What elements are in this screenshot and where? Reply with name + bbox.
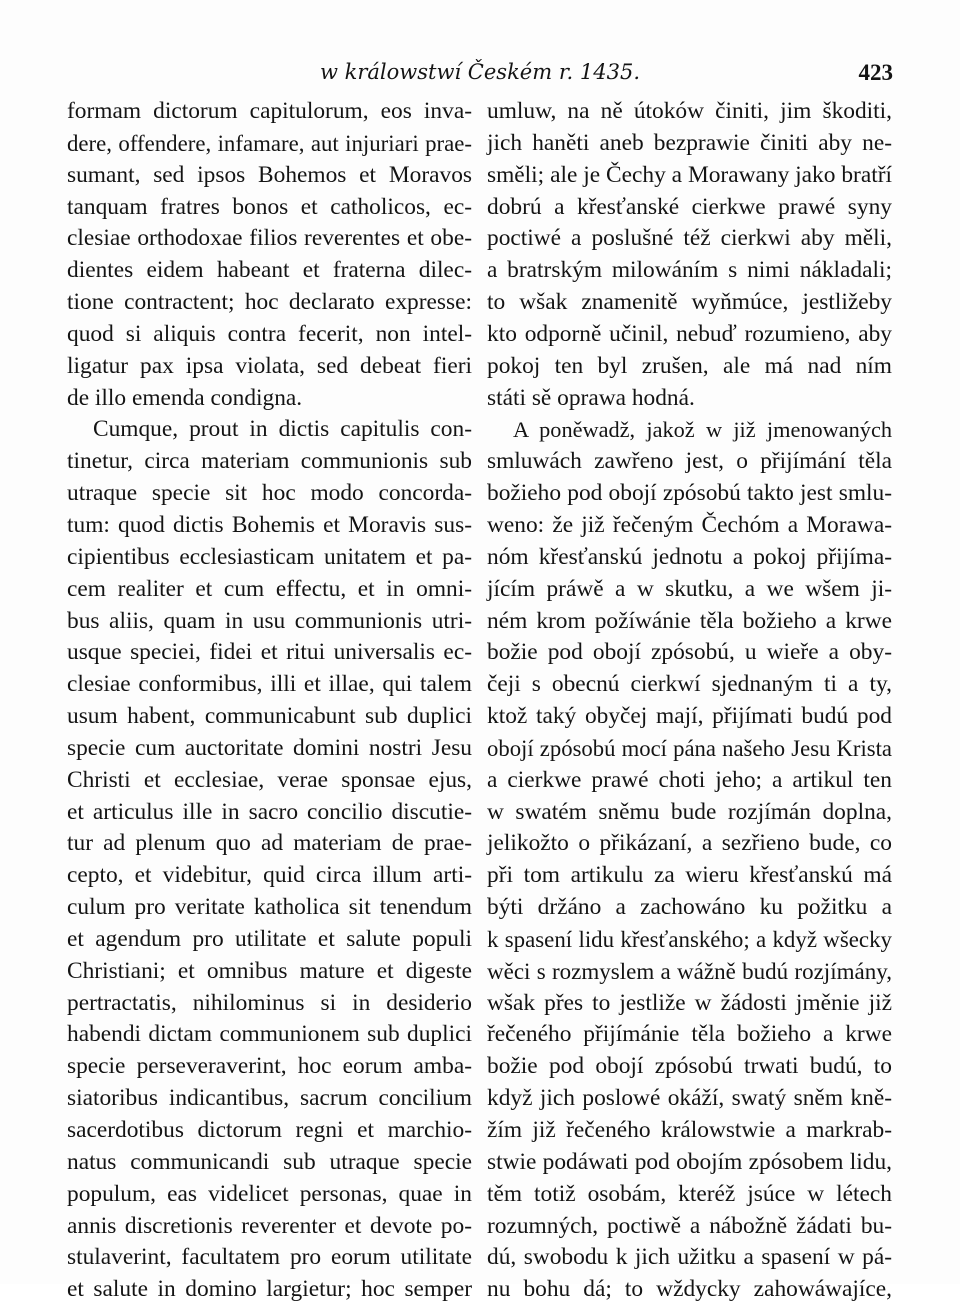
czech-text-line: dú, swobodu k jich užitku a spasení w pá-	[487, 1244, 892, 1271]
latin-text-line: habendi dictam communionem sub duplici	[67, 1021, 472, 1048]
czech-text-line: nu bohu dá; to wždycky zahowáwajíce,	[487, 1276, 892, 1303]
czech-text-line: státi sě oprawa hodná.	[487, 384, 695, 411]
czech-text-line: božie pod obojí zpósobú trwati budú, to	[487, 1053, 892, 1080]
latin-text-line: et articulus ille in sacro concilio discutie-	[67, 798, 472, 825]
latin-text-line: natus communicandi sub utraque specie	[67, 1148, 472, 1175]
latin-text-line: siatoribus indicantibus, sacrum concilium	[67, 1085, 472, 1112]
czech-text-line: při tom artikulu za wieru křesťanskú má	[487, 862, 892, 889]
czech-text-line: božie pod obojí zpósobú, u wieře a oby-	[487, 639, 892, 666]
czech-text-line: když jich poslowé okáží, swatý sněm kně-	[487, 1085, 892, 1112]
czech-text-line: řečeného přijímánie těla božieho a krwe	[487, 1021, 892, 1048]
czech-text-line: kto odporně učinil, nebuď rozumieno, aby	[487, 320, 892, 347]
czech-text-line: stwie podáwati pod obojím zpósobem lidu,	[487, 1148, 892, 1175]
latin-text-line: Christiani; et omnibus mature et digeste	[67, 957, 472, 984]
czech-text-line: jícím práwě a w skutku, a we wšem ji-	[487, 575, 892, 602]
latin-text-line: cem realiter et cum effectu, et in omni-	[67, 575, 472, 602]
latin-text-line: pertractatis, nihilominus si in desiderio	[67, 989, 472, 1016]
latin-text-line: Cumque, prout in dictis capitulis con-	[93, 416, 472, 443]
latin-text-line: sumant, sed ipsos Bohemos et Moravos	[67, 161, 472, 188]
latin-text-line: stulaverint, facultatem pro eorum utilitate	[67, 1244, 472, 1271]
running-title: w králowstwí Českém r. 1435.	[319, 60, 641, 84]
czech-text-line: wšak přes to jestliže w žádosti jměnie již	[487, 989, 892, 1016]
czech-text-line: jich haněti aneb bezprawie činiti aby ne-	[487, 129, 892, 156]
page-number: 423	[858, 60, 893, 85]
czech-text-line: pokoj ten byl zrušen, ale má nad ním	[487, 352, 892, 379]
latin-text-line: specie cum auctoritate domini nostri Jesu	[67, 734, 472, 761]
czech-text-line: čeji s obecnú cierkwí sjednaným ti a ty,	[487, 671, 892, 698]
czech-text-line: a bratrským milowáním s nimi nákladali;	[487, 257, 892, 284]
czech-text-line: božieho pod obojí zpósobú takto jest smlu-	[487, 480, 892, 507]
latin-text-line: ligatur pax ipsa violata, sed debeat fieri	[67, 352, 472, 379]
czech-text-line: smluwách zawřeno jest, o přijímání těla	[487, 448, 892, 475]
latin-text-line: annis discretionis reverenter et devote po-	[67, 1212, 472, 1239]
latin-text-line: specie perseveraverint, hoc eorum amba-	[67, 1053, 472, 1080]
czech-text-line: w swatém sněmu bude rozjímán doplna,	[487, 798, 892, 825]
latin-text-line: tum: quod dictis Bohemis et Moravis sus-	[67, 511, 472, 538]
latin-text-line: utraque specie sit hoc modo concorda-	[67, 480, 472, 507]
latin-text-line: et agendum pro utilitate et salute populi	[67, 925, 472, 952]
czech-text-line: dobrú a křesťanské cierkwe prawé syny	[487, 193, 892, 220]
czech-text-line: ném krom požíwánie těla božieho a krwe	[487, 607, 892, 634]
latin-text-line: cipientibus ecclesiasticam unitatem et pa-	[67, 543, 472, 570]
czech-text-line: weno: že již řečeným Čechóm a Morawa-	[487, 511, 892, 538]
latin-text-line: dientes eidem habeant et fraterna dilec-	[67, 257, 472, 284]
czech-text-line: obojí zpósobú mocí pána našeho Jesu Krista	[487, 735, 892, 761]
latin-text-line: quod si aliquis contra fecerit, non intel-	[67, 320, 472, 347]
czech-text-column	[487, 96, 892, 1306]
running-head	[0, 60, 960, 90]
latin-text-line: de illo emenda condigna.	[67, 384, 303, 411]
latin-text-line: Christi et ecclesiae, verae sponsae ejus,	[67, 766, 472, 793]
latin-text-line: clesiae conformibus, illi et illae, qui talem	[67, 671, 472, 698]
latin-text-line: formam dictorum capitulorum, eos inva-	[67, 98, 472, 124]
latin-text-line: populum, eas videlicet personas, quae in	[67, 1180, 472, 1207]
latin-text-line: cepto, et videbitur, quid circa illum arti-	[67, 862, 472, 889]
czech-text-line: žím již řečeného králowstwie a markrab-	[487, 1117, 892, 1143]
czech-text-line: umluw, na ně útoków činiti, jim škoditi,	[487, 98, 892, 124]
latin-text-line: bus aliis, quam in usu communionis utri-	[67, 607, 472, 634]
latin-text-line: dere, offendere, infamare, aut injuriari prae-	[67, 130, 472, 156]
czech-text-line: a cierkwe prawé choti jeho; a artikul ten	[487, 766, 892, 793]
latin-text-line: tione contractent; hoc declarato expresse:	[67, 289, 472, 316]
latin-text-line: usque speciei, fidei et ritui universalis ec-	[67, 639, 472, 666]
czech-text-line: býti držáno a zachowáno ku požitku a	[487, 894, 892, 921]
czech-text-line: jelikožto o přikázaní, a sezřieno bude, co	[487, 830, 892, 857]
latin-text-line: clesiae orthodoxae filios reverentes et obe-	[67, 225, 472, 252]
latin-text-line: tanquam fratres bonos et catholicos, ec-	[67, 193, 472, 220]
latin-text-line: culum pro veritate katholica sit tenendum	[67, 894, 472, 921]
czech-text-line: to wšak znamenitě wyňmúce, jestližeby	[487, 289, 892, 316]
czech-text-line: wěci s rozmyslem a wážně budú rozjímány,	[487, 957, 892, 984]
latin-text-line: tur ad plenum quo ad materiam de prae-	[67, 830, 472, 857]
latin-text-column	[67, 96, 472, 1306]
czech-text-line: k spasení lidu křesťanského; a když wšecky	[487, 926, 892, 952]
latin-text-line: tinetur, circa materiam communionis sub	[67, 448, 472, 475]
latin-text-line: usum habent, communicabunt sub duplici	[67, 703, 472, 730]
czech-text-line: ktož taký obyčej mají, přijímati budú pod	[487, 703, 892, 730]
czech-text-line: směli; ale je Čechy a Morawany jako bratří	[487, 161, 892, 188]
latin-text-line: et salute in domino largietur; hoc semper	[67, 1276, 472, 1303]
czech-text-line: nóm křesťanskú jednotu a pokoj přijíma-	[487, 543, 892, 570]
czech-text-line: těm totiž osobám, kteréž jsúce w létech	[487, 1180, 892, 1207]
czech-text-line: A poněwadž, jakož w již jmenowaných	[513, 417, 892, 443]
czech-text-line: poctiwé a poslušné též cierkwi aby měli,	[487, 225, 892, 252]
latin-text-line: sacerdotibus dictorum regni et marchio-	[67, 1117, 472, 1143]
czech-text-line: rozumných, poctiwě a nábožně žádati bu-	[487, 1212, 892, 1239]
